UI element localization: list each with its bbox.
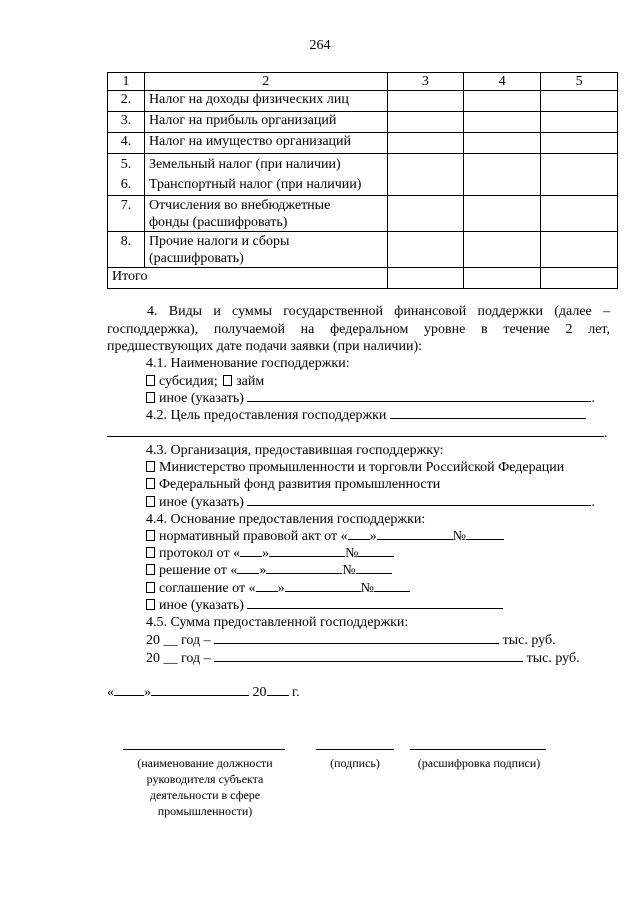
number-sign: № bbox=[345, 546, 359, 561]
act-number-line[interactable] bbox=[466, 539, 504, 540]
cell[interactable] bbox=[387, 196, 464, 232]
cell[interactable] bbox=[541, 268, 618, 289]
subsidy-label: субсидия; bbox=[159, 374, 218, 389]
agreement-label: соглашение от « bbox=[159, 581, 256, 596]
cell[interactable] bbox=[464, 268, 541, 289]
table-row bbox=[108, 112, 618, 133]
row-name: Налог на прибыль организаций bbox=[144, 112, 387, 133]
date-quote-open: « bbox=[107, 685, 114, 700]
amount-input-line-1[interactable] bbox=[214, 643, 499, 644]
date-month-line[interactable] bbox=[151, 695, 249, 696]
s45-title: 4.5. Сумма предоставленной господдержки: bbox=[146, 615, 409, 630]
col-header-2: 2 bbox=[144, 73, 387, 91]
col-header-3: 3 bbox=[387, 73, 464, 91]
ministry-label: Министерство промышленности и торговли Российской Федерации bbox=[159, 460, 565, 475]
table-total-row bbox=[108, 268, 618, 289]
row-num bbox=[108, 154, 145, 196]
agreement-day-line[interactable] bbox=[256, 591, 278, 592]
other-input-line[interactable] bbox=[247, 401, 591, 402]
cell[interactable] bbox=[541, 112, 618, 133]
col-header-5: 5 bbox=[541, 73, 618, 91]
cell[interactable] bbox=[541, 154, 618, 196]
cell[interactable] bbox=[541, 196, 618, 232]
row-num: 4. bbox=[108, 133, 145, 154]
s44-protocol-row bbox=[146, 545, 394, 563]
s45-year2-row bbox=[146, 650, 580, 668]
ministry-checkbox[interactable] bbox=[146, 461, 155, 472]
s44-agreement-row bbox=[146, 580, 410, 598]
row-name-5: Земельный налог (при наличии) bbox=[148, 157, 341, 172]
col-header-4: 4 bbox=[464, 73, 541, 91]
date-line bbox=[107, 684, 300, 702]
s44-title: 4.4. Основание предоставления господдержки: bbox=[146, 512, 426, 527]
page-number: 264 bbox=[309, 38, 331, 53]
s41-options bbox=[146, 373, 264, 391]
row-name: Налог на доходы физических лиц bbox=[144, 91, 387, 112]
row-name-7-line2: фонды (расшифровать) bbox=[148, 215, 288, 230]
table-row bbox=[108, 91, 618, 112]
row-num: 3. bbox=[108, 112, 145, 133]
cell[interactable] bbox=[541, 91, 618, 112]
row-name-6: Транспортный налог (при наличии) bbox=[148, 177, 362, 192]
quote-close: » bbox=[277, 581, 285, 596]
s43-fund-row bbox=[146, 476, 440, 494]
col-header-1: 1 bbox=[108, 73, 145, 91]
agreement-month-line[interactable] bbox=[285, 591, 361, 592]
currency-label: тыс. руб. bbox=[502, 633, 556, 648]
row-num: 7. bbox=[108, 196, 145, 232]
signature-caption: (подпись) bbox=[330, 756, 380, 770]
date-year-line[interactable] bbox=[267, 695, 289, 696]
loan-checkbox[interactable] bbox=[223, 375, 232, 386]
row-name-8-line2: (расшифровать) bbox=[148, 251, 244, 266]
act-checkbox[interactable] bbox=[146, 530, 155, 541]
amount-input-line-2[interactable] bbox=[214, 661, 523, 662]
decoding-signature-line[interactable] bbox=[410, 749, 546, 750]
other-input-line[interactable] bbox=[247, 505, 591, 506]
number-sign: № bbox=[360, 581, 374, 596]
cell[interactable] bbox=[387, 154, 464, 196]
subsidy-checkbox[interactable] bbox=[146, 375, 155, 386]
cell[interactable] bbox=[464, 196, 541, 232]
decoding-caption: (расшифровка подписи) bbox=[417, 756, 541, 770]
cell[interactable] bbox=[464, 154, 541, 196]
row-num: 2. bbox=[108, 91, 145, 112]
date-year-prefix: 20 bbox=[252, 685, 267, 700]
table-row bbox=[108, 232, 618, 268]
purpose-input-line-2[interactable] bbox=[107, 436, 604, 437]
s43-title: 4.3. Организация, предоставившая господдержку: bbox=[146, 443, 444, 458]
year-prefix: 20 __ год – bbox=[146, 633, 211, 648]
s41-other-row: иное (указать) . bbox=[146, 390, 595, 408]
intro-line-3: предшествующих дате подачи заявки (при наличии): bbox=[107, 339, 423, 354]
signature-line[interactable] bbox=[316, 749, 394, 750]
row-name: Налог на имущество организаций bbox=[144, 133, 387, 154]
agreement-number-line[interactable] bbox=[374, 591, 410, 592]
other-checkbox[interactable] bbox=[146, 496, 155, 507]
decision-label: решение от « bbox=[159, 563, 238, 578]
s42-title: 4.2. Цель предоставления господдержки bbox=[146, 408, 387, 423]
position-caption-line1: (наименование должности bbox=[137, 756, 273, 770]
fund-checkbox[interactable] bbox=[146, 478, 155, 489]
act-label: нормативный правовой акт от « bbox=[159, 529, 348, 544]
table-row bbox=[108, 133, 618, 154]
number-sign: № bbox=[452, 529, 466, 544]
tax-table bbox=[107, 72, 618, 289]
s45-year1-row bbox=[146, 632, 556, 650]
row-name-8-line1: Прочие налоги и сборы bbox=[148, 234, 290, 249]
date-year-suffix: г. bbox=[292, 685, 300, 700]
cell[interactable] bbox=[464, 112, 541, 133]
act-month-line[interactable] bbox=[377, 539, 453, 540]
decision-day-line[interactable] bbox=[237, 573, 259, 574]
s44-act-row bbox=[146, 528, 504, 546]
quote-close: » bbox=[369, 529, 377, 544]
date-quote-close: » bbox=[144, 685, 151, 700]
row-name-7-line1: Отчисления во внебюджетные bbox=[148, 198, 331, 213]
purpose-input-line[interactable] bbox=[390, 418, 586, 419]
cell[interactable] bbox=[464, 133, 541, 154]
table-row bbox=[108, 154, 618, 196]
position-caption-line2: руководителя субъекта bbox=[146, 772, 264, 786]
date-day-line[interactable] bbox=[114, 695, 144, 696]
intro-line-2: господдержка), получаемой на федеральном уровне в течение 2 лет, bbox=[107, 322, 610, 337]
year-prefix: 20 __ год – bbox=[146, 651, 211, 666]
row-num: 8. bbox=[108, 232, 145, 268]
cell[interactable] bbox=[387, 268, 464, 289]
agreement-checkbox[interactable] bbox=[146, 582, 155, 593]
cell[interactable] bbox=[387, 91, 464, 112]
intro-line-1: 4. Виды и суммы государственной финансовой поддержки (далее – bbox=[147, 304, 610, 319]
other-label: иное (указать) bbox=[159, 495, 244, 510]
protocol-day-line[interactable] bbox=[240, 556, 262, 557]
row-num-5: 5. bbox=[120, 157, 132, 172]
number-sign: № bbox=[342, 563, 356, 578]
row-name bbox=[144, 154, 387, 196]
s44-decision-row bbox=[146, 562, 392, 580]
s43-ministry-row bbox=[146, 459, 564, 477]
protocol-checkbox[interactable] bbox=[146, 547, 155, 558]
quote-close: » bbox=[259, 563, 267, 578]
other-checkbox[interactable] bbox=[146, 392, 155, 403]
cell[interactable] bbox=[541, 232, 618, 268]
decision-month-line[interactable] bbox=[266, 573, 342, 574]
protocol-month-line[interactable] bbox=[269, 556, 345, 557]
row-num-6: 6. bbox=[120, 177, 132, 192]
row-name bbox=[144, 232, 387, 268]
other-label: иное (указать) bbox=[159, 391, 244, 406]
fund-label: Федеральный фонд развития промышленности bbox=[159, 477, 441, 492]
act-day-line[interactable] bbox=[348, 539, 370, 540]
position-caption-line4: промышленности) bbox=[157, 804, 253, 818]
cell[interactable] bbox=[464, 91, 541, 112]
currency-label: тыс. руб. bbox=[526, 651, 580, 666]
other-input-line[interactable] bbox=[247, 608, 503, 609]
s42-row bbox=[146, 407, 586, 425]
other-label: иное (указать) bbox=[159, 598, 244, 613]
total-label: Итого bbox=[108, 268, 388, 289]
s43-other-row: иное (указать) . bbox=[146, 494, 595, 512]
protocol-label: протокол от « bbox=[159, 546, 241, 561]
cell[interactable] bbox=[387, 133, 464, 154]
s44-other-row bbox=[146, 597, 503, 615]
cell[interactable] bbox=[387, 232, 464, 268]
s41-title: 4.1. Наименование господдержки: bbox=[146, 356, 350, 371]
position-caption bbox=[113, 755, 297, 819]
cell[interactable] bbox=[387, 112, 464, 133]
table-row bbox=[108, 196, 618, 232]
protocol-number-line[interactable] bbox=[358, 556, 394, 557]
decision-checkbox[interactable] bbox=[146, 564, 155, 575]
quote-close: » bbox=[262, 546, 270, 561]
row-name bbox=[144, 196, 387, 232]
table-header-row bbox=[108, 73, 618, 91]
decision-number-line[interactable] bbox=[356, 573, 392, 574]
position-caption-line3: деятельности в сфере bbox=[149, 788, 261, 802]
position-signature-line[interactable] bbox=[123, 749, 285, 750]
cell[interactable] bbox=[541, 133, 618, 154]
other-checkbox[interactable] bbox=[146, 599, 155, 610]
s42-row-2: . bbox=[107, 425, 608, 443]
cell[interactable] bbox=[464, 232, 541, 268]
loan-label: займ bbox=[236, 374, 265, 389]
